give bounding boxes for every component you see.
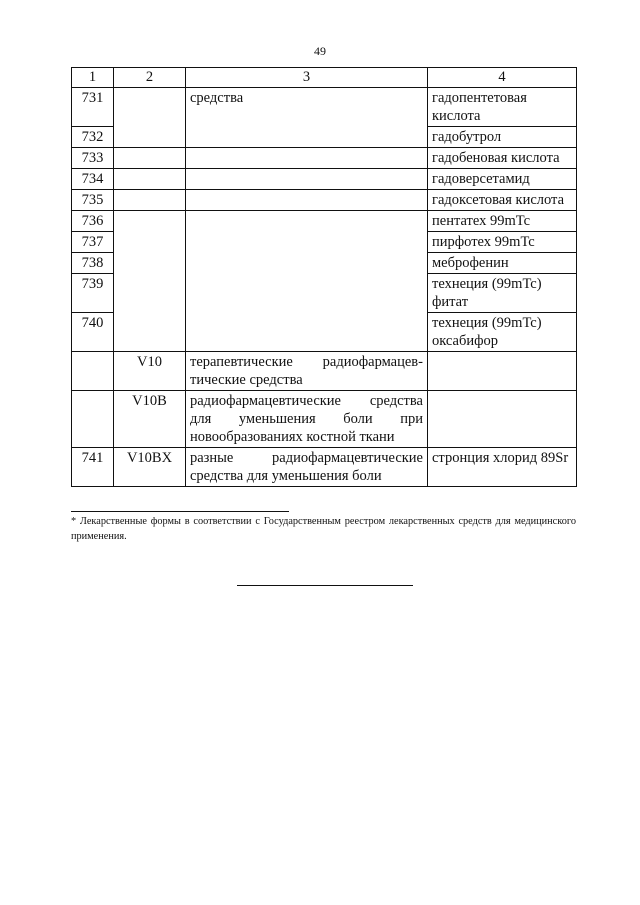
table-row bbox=[72, 169, 577, 190]
footnote-divider bbox=[71, 511, 289, 512]
table-row bbox=[72, 88, 577, 127]
column-header-4: 4 bbox=[428, 68, 577, 88]
group-line: средства для уменьшения боли bbox=[190, 468, 382, 484]
group-line: радиофармацевтические средства bbox=[190, 393, 423, 409]
empty-cell bbox=[186, 148, 428, 169]
group-name bbox=[186, 352, 428, 391]
drug-name: технеция (99mTc) оксабифор bbox=[428, 313, 577, 352]
end-divider bbox=[237, 585, 413, 586]
drug-name bbox=[428, 352, 577, 391]
empty-cell bbox=[114, 211, 186, 352]
row-number: 739 bbox=[72, 274, 114, 313]
drug-name: гадобеновая кислота bbox=[428, 148, 577, 169]
page-number: 49 bbox=[314, 44, 326, 58]
drug-name: технеция (99mTc) фитат bbox=[428, 274, 577, 313]
group-line: для уменьшения боли при bbox=[190, 411, 423, 427]
group-name bbox=[186, 448, 428, 487]
table-row bbox=[72, 211, 577, 232]
drug-name: стронция хлорид 89Sr bbox=[428, 448, 577, 487]
drug-name: пентатех 99mTc bbox=[428, 211, 577, 232]
atc-code-cell bbox=[114, 88, 186, 148]
column-header-1: 1 bbox=[72, 68, 114, 88]
row-number: 735 bbox=[72, 190, 114, 211]
empty-cell bbox=[186, 190, 428, 211]
empty-cell bbox=[114, 190, 186, 211]
table-row bbox=[72, 148, 577, 169]
row-number: 733 bbox=[72, 148, 114, 169]
drug-name: меброфенин bbox=[428, 253, 577, 274]
group-name bbox=[186, 391, 428, 448]
drug-name: гадоверсетамид bbox=[428, 169, 577, 190]
group-line: тические средства bbox=[190, 372, 303, 388]
atc-code: V10BX bbox=[114, 448, 186, 487]
empty-cell bbox=[114, 148, 186, 169]
table-row bbox=[72, 352, 577, 391]
empty-cell bbox=[114, 169, 186, 190]
drug-name: гадобутрол bbox=[428, 127, 577, 148]
drug-name: пирфотех 99mTc bbox=[428, 232, 577, 253]
table-row bbox=[72, 391, 577, 448]
drug-register-table bbox=[71, 67, 577, 487]
table-row bbox=[72, 190, 577, 211]
empty-cell bbox=[186, 169, 428, 190]
atc-code: V10B bbox=[114, 391, 186, 448]
drug-name: гадопентетовая кислота bbox=[428, 88, 577, 127]
row-number: 741 bbox=[72, 448, 114, 487]
empty-cell bbox=[186, 211, 428, 352]
row-number: 737 bbox=[72, 232, 114, 253]
group-cell: средства bbox=[186, 88, 428, 148]
row-number: 740 bbox=[72, 313, 114, 352]
group-line: новообразованиях костной ткани bbox=[190, 429, 395, 445]
drug-name: гадоксетовая кислота bbox=[428, 190, 577, 211]
group-line: терапевтические радиофармацев- bbox=[190, 354, 423, 370]
row-number: 732 bbox=[72, 127, 114, 148]
row-number: 736 bbox=[72, 211, 114, 232]
row-number: 738 bbox=[72, 253, 114, 274]
column-header-3: 3 bbox=[186, 68, 428, 88]
drug-name bbox=[428, 391, 577, 448]
footnote: * Лекарственные формы в соответствии с Государственным реестром лекарственных средств для медицинского применения. bbox=[71, 516, 576, 542]
row-number bbox=[72, 391, 114, 448]
table-row bbox=[72, 448, 577, 487]
atc-code: V10 bbox=[114, 352, 186, 391]
header-row bbox=[72, 68, 577, 88]
group-line: разные радиофармацевтические bbox=[190, 450, 423, 466]
column-header-2: 2 bbox=[114, 68, 186, 88]
row-number: 731 bbox=[72, 88, 114, 127]
row-number: 734 bbox=[72, 169, 114, 190]
row-number bbox=[72, 352, 114, 391]
